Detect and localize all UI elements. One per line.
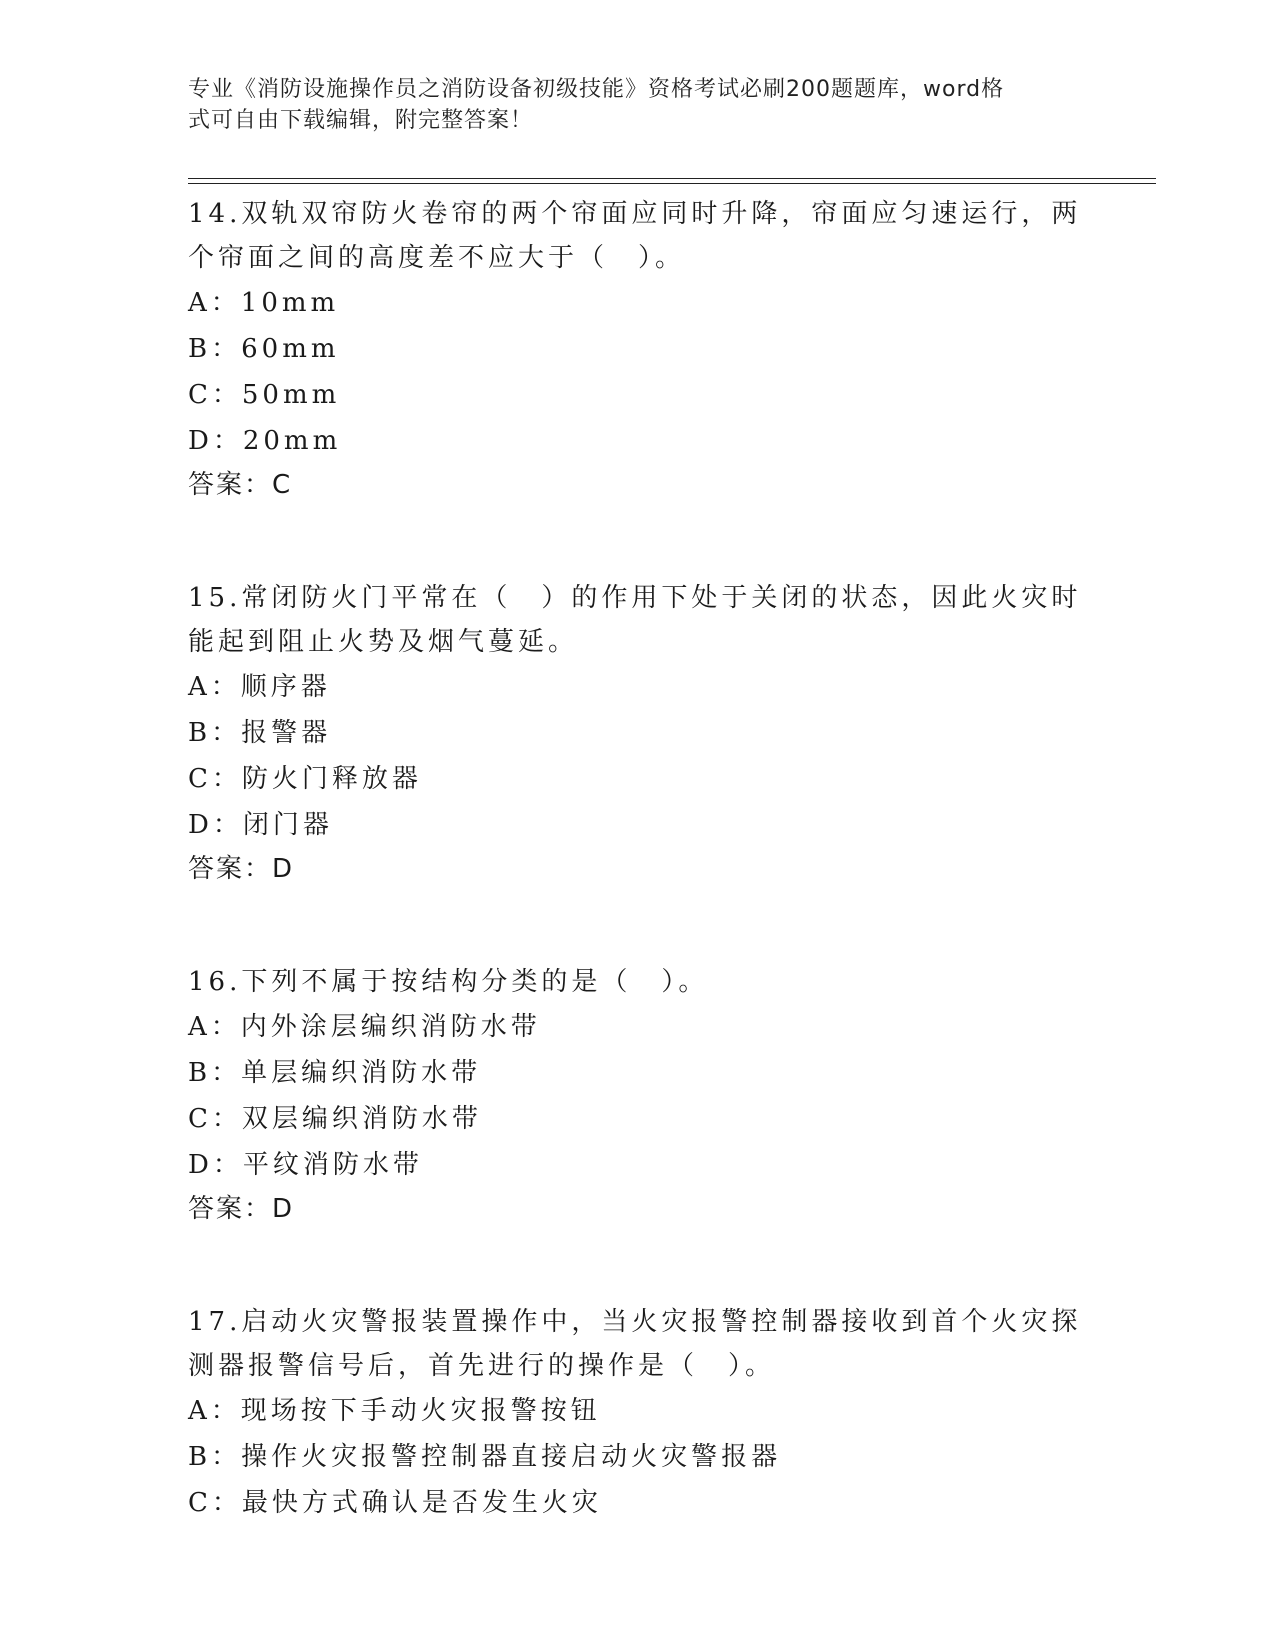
document-header [188,74,1088,136]
option-b: B：单层编织消防水带 [188,1058,482,1088]
header-divider-bottom [188,183,1156,184]
option-b: B：60mm [188,334,340,364]
header-divider-top [188,178,1156,179]
option-d: D：平纹消防水带 [188,1150,423,1180]
option-d: D：闭门器 [188,810,333,840]
question-17 [188,1300,1088,1526]
option-d: D：20mm [188,426,342,456]
question-14 [188,192,1088,506]
question-text: 16.下列不属于按结构分类的是（ ）。 [188,967,709,997]
question-gap [188,506,1088,576]
question-gap [188,1230,1088,1300]
question-text: 14.双轨双帘防火卷帘的两个帘面应同时升降，帘面应匀速运行，两个帘面之间的高度差不应大于（ ）。 [188,199,1082,273]
option-c: C：50mm [188,380,341,410]
question-text: 17.启动火灾警报装置操作中，当火灾报警控制器接收到首个火灾探测器报警信号后，首先进行的操作是（ ）。 [188,1307,1082,1381]
question-15 [188,576,1088,890]
question-16 [188,960,1088,1230]
option-c: C：双层编织消防水带 [188,1104,482,1134]
option-a: A：现场按下手动火灾报警按钮 [188,1396,601,1426]
option-a: A：10mm [188,288,340,318]
option-b: B：报警器 [188,718,332,748]
answer: 答案：D [188,854,295,884]
header-line-2: 式可自由下载编辑，附完整答案！ [188,108,534,133]
question-gap [188,890,1088,960]
answer: 答案：C [188,470,293,500]
header-line-1: 专业《消防设施操作员之消防设备初级技能》资格考试必刷200题题库，word格 [188,77,1005,102]
option-a: A：内外涂层编织消防水带 [188,1012,541,1042]
option-b: B：操作火灾报警控制器直接启动火灾警报器 [188,1442,782,1472]
question-list [188,192,1088,1526]
option-c: C：防火门释放器 [188,764,422,794]
option-c: C：最快方式确认是否发生火灾 [188,1488,602,1518]
option-a: A：顺序器 [188,672,331,702]
question-text: 15.常闭防火门平常在（ ）的作用下处于关闭的状态，因此火灾时能起到阻止火势及烟气蔓延。 [188,583,1082,657]
answer: 答案：D [188,1194,295,1224]
